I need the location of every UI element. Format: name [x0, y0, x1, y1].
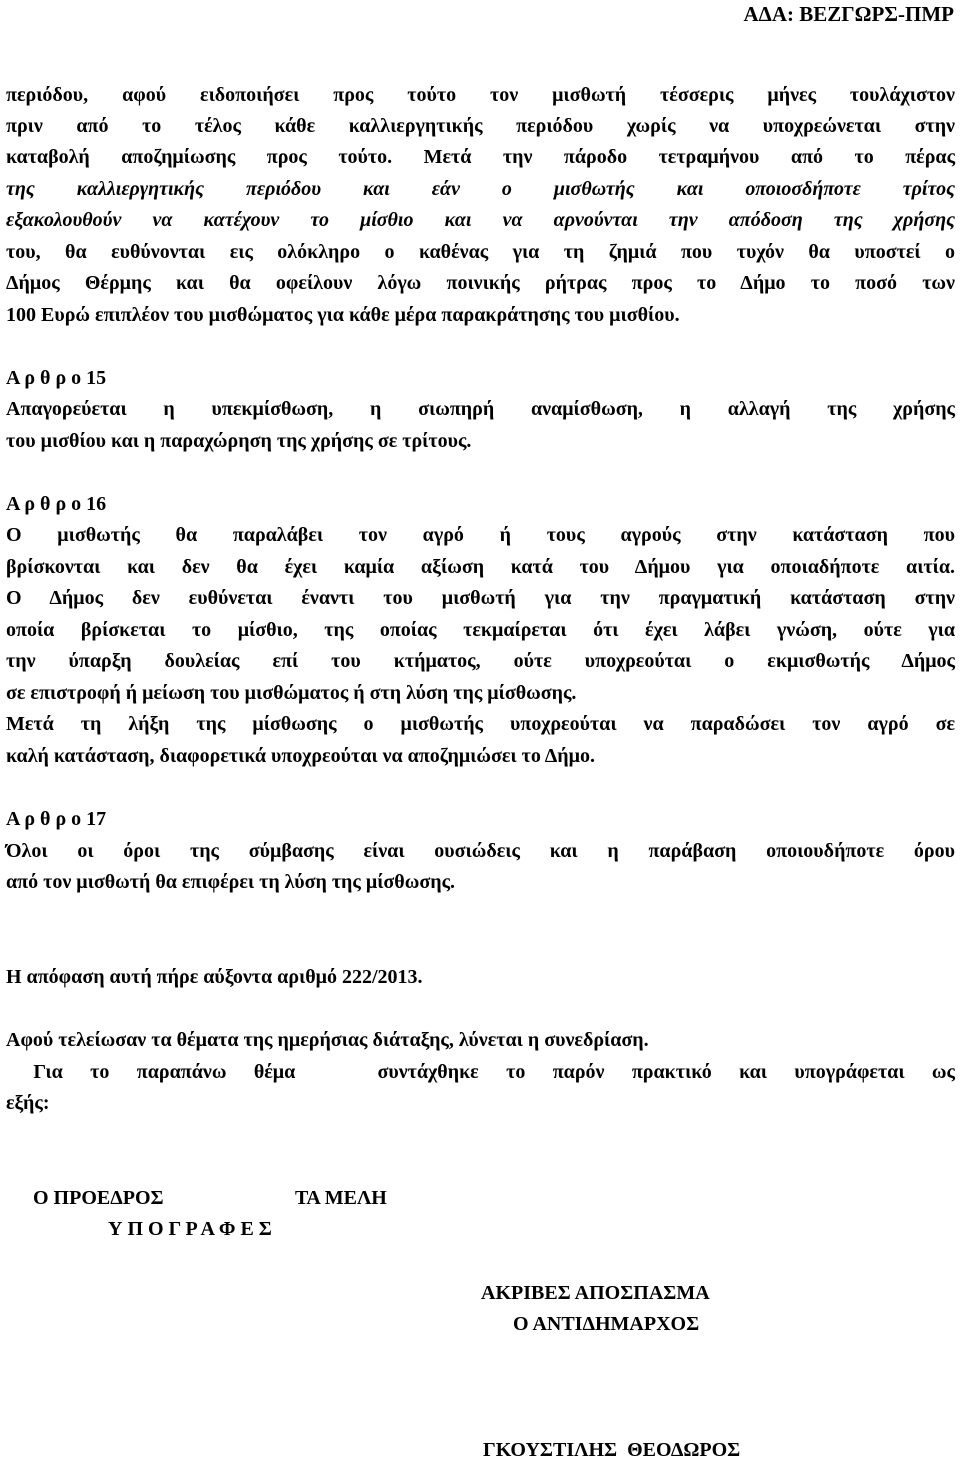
article-17-line-2: από τον μισθωτή θα επιφέρει τη λύση της μίσθωσης. — [6, 871, 456, 893]
article-16-line-7: Μετά τη λήξη της μίσθωσης ο μισθωτής υποχρεούται να παραδώσει τον αγρό σε — [6, 713, 955, 735]
article-15-line-2: του μισθίου και η παραχώρηση της χρήσης σε τρίτους. — [6, 430, 472, 452]
intro-line-2: πριν από το τέλος κάθε καλλιεργητικής περιόδου χωρίς να υποχρεώνεται στην — [6, 115, 955, 137]
intro-line-5: εξακολουθούν να κατέχουν το μίσθιο και να αρνούνται την απόδοση της χρήσης — [6, 209, 955, 231]
article-16-line-3: Ο Δήμος δεν ευθύνεται έναντι του μισθωτή για την πραγματική κατάσταση στην — [6, 587, 955, 609]
signatory-name: ΓΚΟΥΣΤΙΛΗΣ ΘΕΟΔΩΡΟΣ — [483, 1439, 741, 1461]
closing-line-2: Για το παραπάνω θέμα συντάχθηκε το παρόν πρακτικό και υπογράφεται ως — [6, 1061, 955, 1083]
article-16-line-8: καλή κατάσταση, διαφορετικά υποχρεούται να αποζημιώσει το Δήμο. — [6, 745, 595, 767]
intro-line-7: Δήμος Θέρμης και θα οφείλουν λόγω ποινικής ρήτρας προς το Δήμο το ποσό των — [6, 272, 955, 294]
decision-number: Η απόφαση αυτή πήρε αύξοντα αριθμό 222/2013. — [6, 966, 423, 988]
intro-line-8: 100 Ευρώ επιπλέον του μισθώματος για κάθε μέρα παρακράτησης του μισθίου. — [6, 304, 680, 326]
members-label: ΤΑ ΜΕΛΗ — [295, 1187, 387, 1209]
deputy-mayor-label: Ο ΑΝΤΙΔΗΜΑΡΧΟΣ — [513, 1313, 700, 1335]
article-16-line-6: σε επιστροφή ή μείωση του μισθώματος ή στη λύση της μίσθωσης. — [6, 682, 577, 704]
intro-line-3: καταβολή αποζημίωσης προς τούτο. Μετά την πάροδο τετραμήνου από το πέρας — [6, 146, 955, 168]
article-15-heading: Α ρ θ ρ ο 15 — [6, 367, 107, 389]
intro-line-6: του, θα ευθύνονται εις ολόκληρο ο καθένας για τη ζημιά που τυχόν θα υποστεί ο — [6, 241, 955, 263]
closing-line-3: εξής: — [6, 1092, 50, 1114]
article-16-line-4: οποία βρίσκεται το μίσθιο, της οποίας τεκμαίρεται ότι έχει λάβει γνώση, ούτε για — [6, 619, 955, 641]
true-copy-label: ΑΚΡΙΒΕΣ ΑΠΟΣΠΑΣΜΑ — [481, 1282, 710, 1304]
signatures-label: Υ Π Ο Γ Ρ Α Φ Ε Σ — [108, 1218, 272, 1240]
article-17-heading: Α ρ θ ρ ο 17 — [6, 808, 107, 830]
article-16-line-5: την ύπαρξη δουλείας επί του κτήματος, ούτε υποχρεούται ο εκμισθωτής Δήμος — [6, 650, 955, 672]
intro-line-4: της καλλιεργητικής περιόδου και εάν ο μισθωτής και οποιοσδήποτε τρίτος — [6, 178, 955, 200]
ada-code: ΑΔΑ: ΒΕΖΓΩΡΣ-ΠΜΡ — [743, 2, 954, 26]
article-16-heading: Α ρ θ ρ ο 16 — [6, 493, 107, 515]
president-label: Ο ΠΡΟΕΔΡΟΣ — [33, 1187, 164, 1209]
closing-line-1: Αφού τελείωσαν τα θέματα της ημερήσιας διάταξης, λύνεται η συνεδρίαση. — [6, 1029, 649, 1051]
article-16-line-1: Ο μισθωτής θα παραλάβει τον αγρό ή τους αγρούς στην κατάσταση που — [6, 524, 955, 546]
article-17-line-1: Όλοι οι όροι της σύμβασης είναι ουσιώδεις και η παράβαση οποιουδήποτε όρου — [6, 840, 955, 862]
article-15-line-1: Απαγορεύεται η υπεκμίσθωση, η σιωπηρή αναμίσθωση, η αλλαγή της χρήσης — [6, 398, 955, 420]
article-16-line-2: βρίσκονται και δεν θα έχει καμία αξίωση κατά του Δήμου για οποιαδήποτε αιτία. — [6, 556, 955, 578]
intro-line-1: περιόδου, αφού ειδοποιήσει προς τούτο τον μισθωτή τέσσερις μήνες τουλάχιστον — [6, 84, 955, 106]
